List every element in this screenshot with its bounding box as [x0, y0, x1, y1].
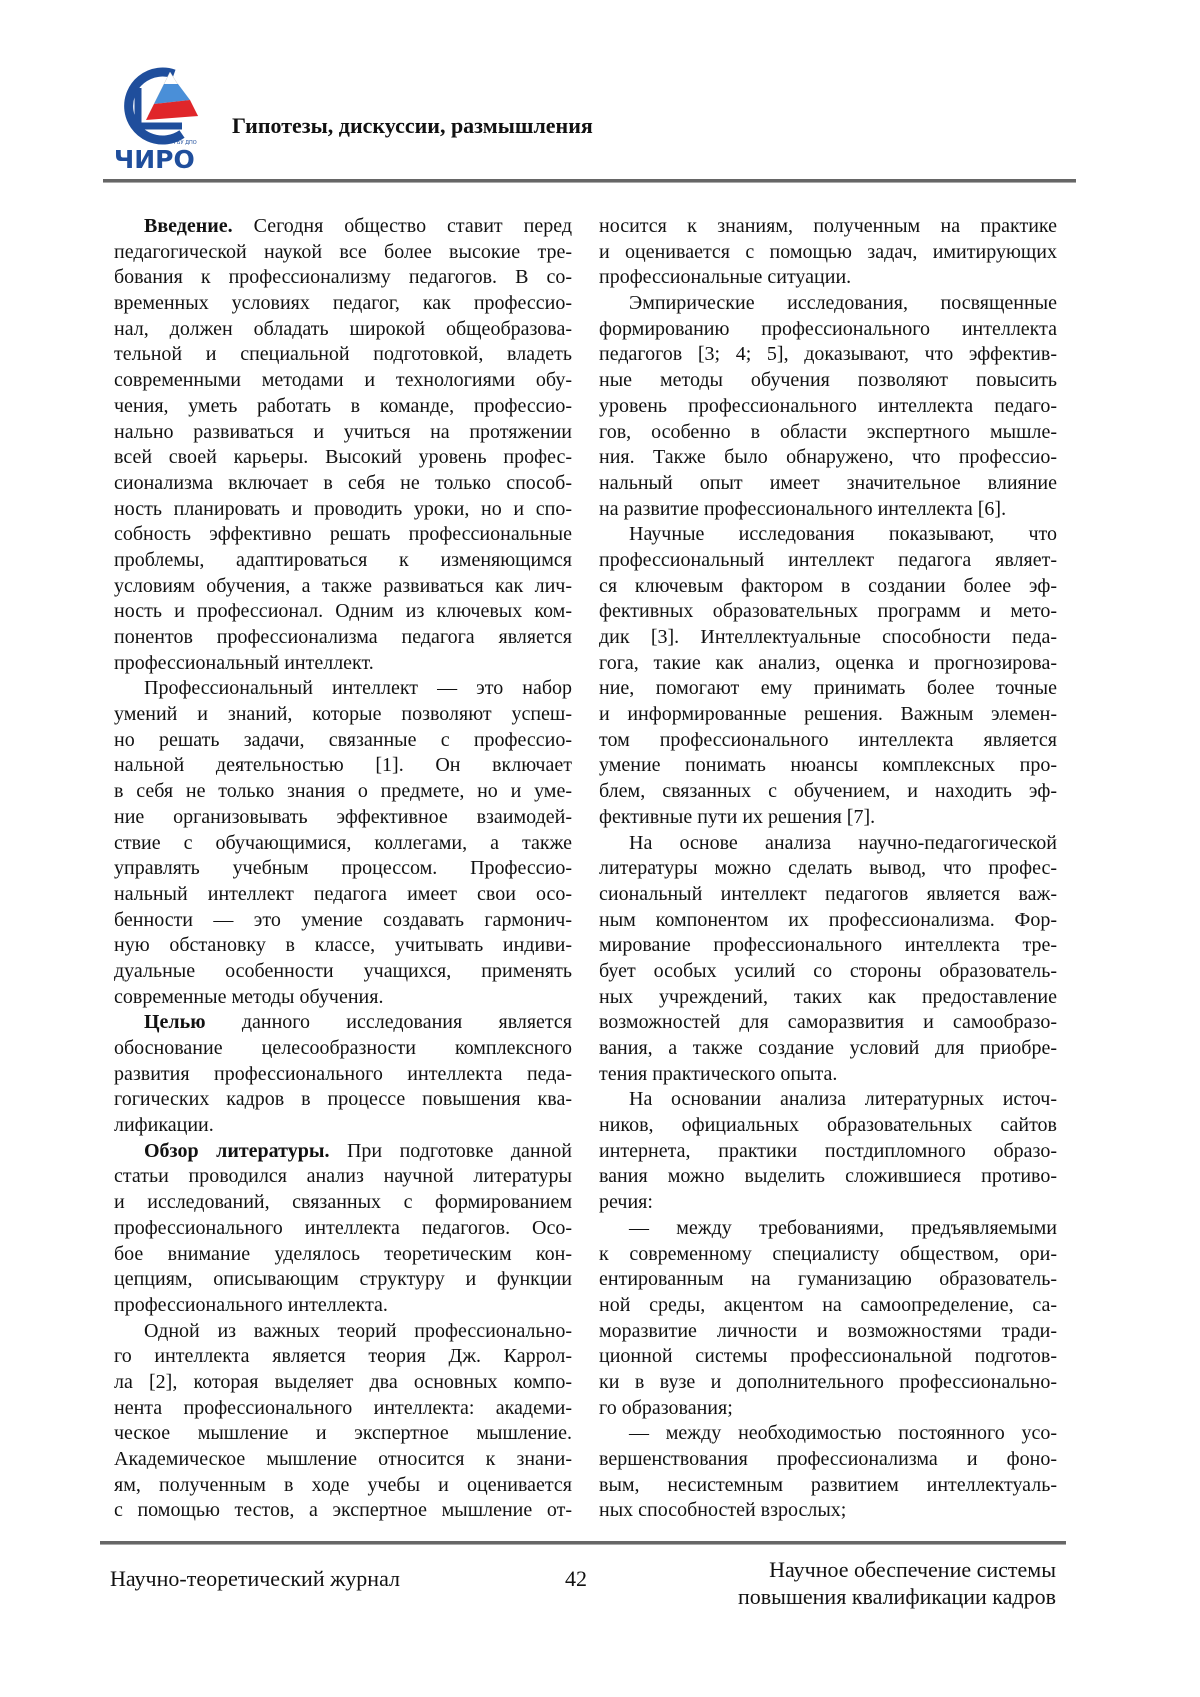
chiro-logo	[112, 66, 208, 178]
line-text: чения, уметь работать в команде, профессио-	[114, 395, 572, 417]
text-line	[599, 985, 1057, 1011]
line-text: педагогов [3; 4; 5], доказывают, что эффектив-	[599, 343, 1057, 365]
text-line	[599, 420, 1057, 446]
text-line	[114, 522, 572, 548]
journal-name: Научно-теоретический журнал	[110, 1566, 400, 1592]
line-text: — между требованиями, предъявляемыми	[629, 1217, 1057, 1239]
line-text: временных условиях педагог, как профессио-	[114, 292, 572, 314]
text-line	[599, 676, 1057, 702]
line-text: и исследований, связанных с формированием	[114, 1191, 572, 1213]
line-text: нальный интеллект педагога имеет свои осо-	[114, 883, 572, 905]
page-number: 42	[565, 1566, 587, 1592]
line-text: интернета, практики постдипломного образо-	[599, 1140, 1057, 1162]
paragraph	[114, 1319, 572, 1525]
footer-divider	[100, 1541, 1066, 1545]
text-line	[599, 1113, 1057, 1139]
line-text: профессионального интеллекта.	[114, 1294, 388, 1316]
text-line	[599, 1421, 1057, 1447]
issue-title-line: Научное обеспечение системы	[738, 1556, 1056, 1583]
line-text: ные методы обучения позволяют повысить	[599, 369, 1057, 391]
line-text: Профессиональный интеллект — это набор	[144, 677, 572, 699]
text-line	[114, 1139, 572, 1165]
line-text: бует особых усилий со стороны образователь-	[599, 960, 1057, 982]
line-text: Научные исследования показывают, что	[629, 523, 1057, 545]
text-line	[599, 240, 1057, 266]
text-line	[599, 1344, 1057, 1370]
text-line	[114, 214, 572, 240]
text-line	[114, 1267, 572, 1293]
text-line	[114, 959, 572, 985]
paragraph	[599, 1216, 1057, 1422]
text-line	[599, 651, 1057, 677]
text-line	[599, 1036, 1057, 1062]
header-divider	[103, 179, 1076, 183]
line-text: дик [3]. Интеллектуальные способности педа-	[599, 626, 1057, 648]
line-text: — между необходимостью постоянного усо-	[629, 1422, 1057, 1444]
line-text: го образования;	[599, 1397, 733, 1419]
text-line	[114, 1190, 572, 1216]
line-text: тения практического опыта.	[599, 1063, 837, 1085]
paragraph	[114, 676, 572, 1010]
line-text: го интеллекта является теория Дж. Каррол-	[114, 1345, 572, 1367]
text-line	[114, 471, 572, 497]
line-text: моразвитие личности и возможностями тради-	[599, 1320, 1057, 1342]
text-line	[114, 265, 572, 291]
text-line	[599, 728, 1057, 754]
text-line	[114, 368, 572, 394]
text-line	[599, 368, 1057, 394]
line-text: управлять учебным процессом. Профессио-	[114, 857, 572, 879]
text-line	[599, 779, 1057, 805]
line-text: к современному специалисту обществом, ори-	[599, 1243, 1057, 1265]
text-line	[114, 625, 572, 651]
text-line	[599, 1396, 1057, 1422]
text-line	[114, 317, 572, 343]
logo-text: ЧИРО	[114, 145, 195, 174]
text-line	[114, 779, 572, 805]
text-line	[114, 1473, 572, 1499]
line-text: но решать задачи, связанные с профессио-	[114, 729, 572, 751]
line-text: собность эффективно решать профессиональные	[114, 523, 572, 545]
text-line	[114, 702, 572, 728]
text-line	[599, 805, 1057, 831]
line-text: ность планировать и проводить уроки, но и спо-	[114, 498, 572, 520]
line-text: ных способностей взрослых;	[599, 1499, 846, 1521]
line-text: Сегодня общество ставит перед	[233, 215, 572, 237]
paragraph	[599, 522, 1057, 830]
line-text: Академическое мышление относится к знани-	[114, 1448, 572, 1470]
line-text: дуальные особенности учащихся, применять	[114, 960, 572, 982]
text-line	[114, 1242, 572, 1268]
text-line	[599, 394, 1057, 420]
line-text: профессиональный интеллект педагога являет-	[599, 549, 1057, 571]
paragraph	[599, 291, 1057, 522]
line-text: обоснование целесообразности комплексного	[114, 1037, 572, 1059]
text-line	[599, 1370, 1057, 1396]
text-line	[114, 445, 572, 471]
line-text: ла [2], которая выделяет два основных компо-	[114, 1371, 572, 1393]
text-line	[599, 497, 1057, 523]
text-line	[599, 1062, 1057, 1088]
text-line	[114, 1498, 572, 1524]
left-column	[114, 214, 572, 1524]
text-line	[599, 1498, 1057, 1524]
line-text: лификации.	[114, 1114, 214, 1136]
line-text: профессиональный интеллект.	[114, 652, 374, 674]
line-text: вания можно выделить сложившиеся противо-	[599, 1165, 1057, 1187]
text-line	[599, 214, 1057, 240]
text-line	[599, 1447, 1057, 1473]
line-text: современными методами и технологиями обу-	[114, 369, 572, 391]
text-line	[599, 625, 1057, 651]
text-line	[599, 959, 1057, 985]
line-text: профессиональные ситуации.	[599, 266, 851, 288]
line-text: фективных образовательных программ и мето-	[599, 600, 1057, 622]
paragraph-lead: Обзор литературы.	[144, 1140, 329, 1162]
line-text: нально развиваться и учиться на протяжении	[114, 421, 572, 443]
line-text: носится к знаниям, полученным на практике	[599, 215, 1057, 237]
text-line	[114, 1010, 572, 1036]
text-line	[599, 445, 1057, 471]
text-line	[599, 1242, 1057, 1268]
chiro-logo-graphic	[112, 66, 208, 178]
text-line	[114, 394, 572, 420]
line-text: профессионального интеллекта педагогов. Осо-	[114, 1217, 572, 1239]
text-line	[114, 856, 572, 882]
line-text: цепциям, описывающим структуру и функции	[114, 1268, 572, 1290]
line-text: ность и профессионал. Одним из ключевых ком-	[114, 600, 572, 622]
line-text: тельной и специальной подготовкой, владеть	[114, 343, 572, 365]
paragraph	[114, 1010, 572, 1138]
line-text: ние, помогают ему принимать более точные	[599, 677, 1057, 699]
text-line	[114, 1293, 572, 1319]
line-text: формированию профессионального интеллекта	[599, 318, 1057, 340]
line-text: блем, связанных с обучением, и находить эф-	[599, 780, 1057, 802]
line-text: сиональный интеллект педагогов является важ-	[599, 883, 1057, 905]
text-line	[114, 1164, 572, 1190]
line-text: ческое мышление и экспертное мышление.	[114, 1422, 572, 1444]
text-line	[114, 753, 572, 779]
line-text: При подготовке данной	[329, 1140, 572, 1162]
text-line	[114, 1447, 572, 1473]
text-line	[599, 291, 1057, 317]
line-text: нента профессионального интеллекта: академи-	[114, 1397, 572, 1419]
text-line	[599, 548, 1057, 574]
paragraph	[114, 214, 572, 676]
line-text: с помощью тестов, а экспертное мышление от-	[114, 1499, 572, 1521]
text-line	[599, 265, 1057, 291]
line-text: развития профессионального интеллекта педа-	[114, 1063, 572, 1085]
line-text: мирование профессионального интеллекта тре-	[599, 934, 1057, 956]
text-line	[599, 753, 1057, 779]
text-line	[114, 1370, 572, 1396]
line-text: вершенствования профессионализма и фоно-	[599, 1448, 1057, 1470]
line-text: вания, а также создание условий для приобре-	[599, 1037, 1057, 1059]
line-text: фективные пути их решения [7].	[599, 806, 875, 828]
text-line	[114, 728, 572, 754]
paragraph	[599, 1087, 1057, 1215]
line-text: нальный опыт имеет значительное влияние	[599, 472, 1057, 494]
line-text: гов, особенно в области экспертного мышле-	[599, 421, 1057, 443]
text-line	[114, 1113, 572, 1139]
text-line	[114, 908, 572, 934]
logo-subtitle: ГБУ ДПО	[174, 140, 197, 146]
line-text: проблемы, адаптироваться к изменяющимся	[114, 549, 572, 571]
line-text: На основании анализа литературных источ-	[629, 1088, 1057, 1110]
text-line	[599, 522, 1057, 548]
text-line	[114, 985, 572, 1011]
text-line	[599, 1293, 1057, 1319]
line-text: гога, такие как анализ, оценка и прогнозирова-	[599, 652, 1057, 674]
issue-title-line: повышения квалификации кадров	[738, 1583, 1056, 1610]
text-line	[599, 1190, 1057, 1216]
text-line	[599, 831, 1057, 857]
line-text: бенности — это умение создавать гармонич-	[114, 909, 572, 931]
line-text: нал, должен обладать широкой общеобразова-	[114, 318, 572, 340]
text-line	[114, 676, 572, 702]
text-line	[114, 831, 572, 857]
line-text: бования к профессионализму педагогов. В со-	[114, 266, 572, 288]
text-line	[599, 1139, 1057, 1165]
text-line	[114, 291, 572, 317]
text-line	[599, 599, 1057, 625]
line-text: понентов профессионализма педагога является	[114, 626, 572, 648]
line-text: ния. Также было обнаружено, что профессио-	[599, 446, 1057, 468]
line-text: педагогической наукой все более высокие тре-	[114, 241, 572, 263]
text-line	[114, 240, 572, 266]
text-line	[599, 471, 1057, 497]
line-text: и информированные решения. Важным элемен-	[599, 703, 1057, 725]
text-line	[114, 651, 572, 677]
text-line	[114, 1396, 572, 1422]
text-line	[599, 317, 1057, 343]
issue-title	[738, 1556, 1056, 1610]
line-text: ствие с обучающимися, коллегами, а также	[114, 832, 572, 854]
line-text: данного исследования является	[206, 1011, 572, 1033]
paragraph-lead: Целью	[144, 1011, 206, 1033]
line-text: условиям обучения, а также развиваться как лич-	[114, 575, 572, 597]
line-text: ную обстановку в классе, учитывать индиви-	[114, 934, 572, 956]
line-text: ям, полученным в ходе учебы и оценивается	[114, 1474, 572, 1496]
text-line	[599, 1164, 1057, 1190]
text-line	[114, 805, 572, 831]
line-text: возможностей для саморазвития и самообразо-	[599, 1011, 1057, 1033]
line-text: бое внимание уделялось теоретическим кон-	[114, 1243, 572, 1265]
line-text: нальной деятельностью [1]. Он включает	[114, 754, 572, 776]
text-line	[114, 497, 572, 523]
text-line	[599, 856, 1057, 882]
line-text: в себя не только знания о предмете, но и уме-	[114, 780, 572, 802]
text-line	[114, 1421, 572, 1447]
text-line	[114, 933, 572, 959]
line-text: Эмпирические исследования, посвященные	[629, 292, 1057, 314]
text-line	[114, 420, 572, 446]
line-text: гогических кадров в процессе повышения ква-	[114, 1088, 572, 1110]
text-line	[599, 702, 1057, 728]
text-line	[599, 1267, 1057, 1293]
line-text: умение понимать нюансы комплексных про-	[599, 754, 1057, 776]
line-text: ников, официальных образовательных сайтов	[599, 1114, 1057, 1136]
paragraph	[599, 831, 1057, 1088]
text-line	[599, 1319, 1057, 1345]
line-text: ных учреждений, таких как предоставление	[599, 986, 1057, 1008]
text-line	[114, 1062, 572, 1088]
line-text: уровень профессионального интеллекта педаго-	[599, 395, 1057, 417]
line-text: сионализма включает в себя не только способ-	[114, 472, 572, 494]
text-line	[114, 1036, 572, 1062]
line-text: Одной из важных теорий профессионально-	[144, 1320, 572, 1342]
paragraph	[599, 1421, 1057, 1524]
line-text: литературы можно сделать вывод, что профес-	[599, 857, 1057, 879]
line-text: современные методы обучения.	[114, 986, 383, 1008]
line-text: вым, несистемным развитием интеллектуаль-	[599, 1474, 1057, 1496]
right-column	[599, 214, 1057, 1524]
paragraph-lead: Введение.	[144, 215, 233, 237]
line-text: статьи проводился анализ научной литературы	[114, 1165, 572, 1187]
text-line	[599, 933, 1057, 959]
text-line	[114, 1216, 572, 1242]
text-line	[114, 1344, 572, 1370]
line-text: и оценивается с помощью задач, имитирующих	[599, 241, 1057, 263]
line-text: ционной системы профессиональной подготов-	[599, 1345, 1057, 1367]
line-text: ся ключевым фактором в создании более эф-	[599, 575, 1057, 597]
text-line	[599, 1473, 1057, 1499]
line-text: ным компонентом их профессионализма. Фор-	[599, 909, 1057, 931]
text-line	[599, 908, 1057, 934]
text-line	[599, 882, 1057, 908]
line-text: ной среды, акцентом на самоопределение, са-	[599, 1294, 1057, 1316]
text-line	[114, 342, 572, 368]
line-text: ки в вузе и дополнительного профессионально-	[599, 1371, 1057, 1393]
line-text: всей своей карьеры. Высокий уровень профес-	[114, 446, 572, 468]
text-line	[114, 1319, 572, 1345]
text-line	[599, 574, 1057, 600]
text-line	[599, 1087, 1057, 1113]
line-text: том профессионального интеллекта является	[599, 729, 1057, 751]
line-text: ние организовывать эффективное взаимодей-	[114, 806, 572, 828]
line-text: на развитие профессионального интеллекта [6].	[599, 498, 1006, 520]
line-text: ентированным на гуманизацию образователь-	[599, 1268, 1057, 1290]
text-line	[599, 1010, 1057, 1036]
section-title: Гипотезы, дискуссии, размышления	[232, 113, 593, 139]
line-text: речия:	[599, 1191, 653, 1213]
text-line	[599, 1216, 1057, 1242]
text-line	[599, 342, 1057, 368]
line-text: На основе анализа научно-педагогической	[629, 832, 1057, 854]
paragraph	[599, 214, 1057, 291]
text-line	[114, 1087, 572, 1113]
line-text: умений и знаний, которые позволяют успеш-	[114, 703, 572, 725]
text-line	[114, 574, 572, 600]
text-line	[114, 882, 572, 908]
text-line	[114, 548, 572, 574]
paragraph	[114, 1139, 572, 1319]
text-line	[114, 599, 572, 625]
